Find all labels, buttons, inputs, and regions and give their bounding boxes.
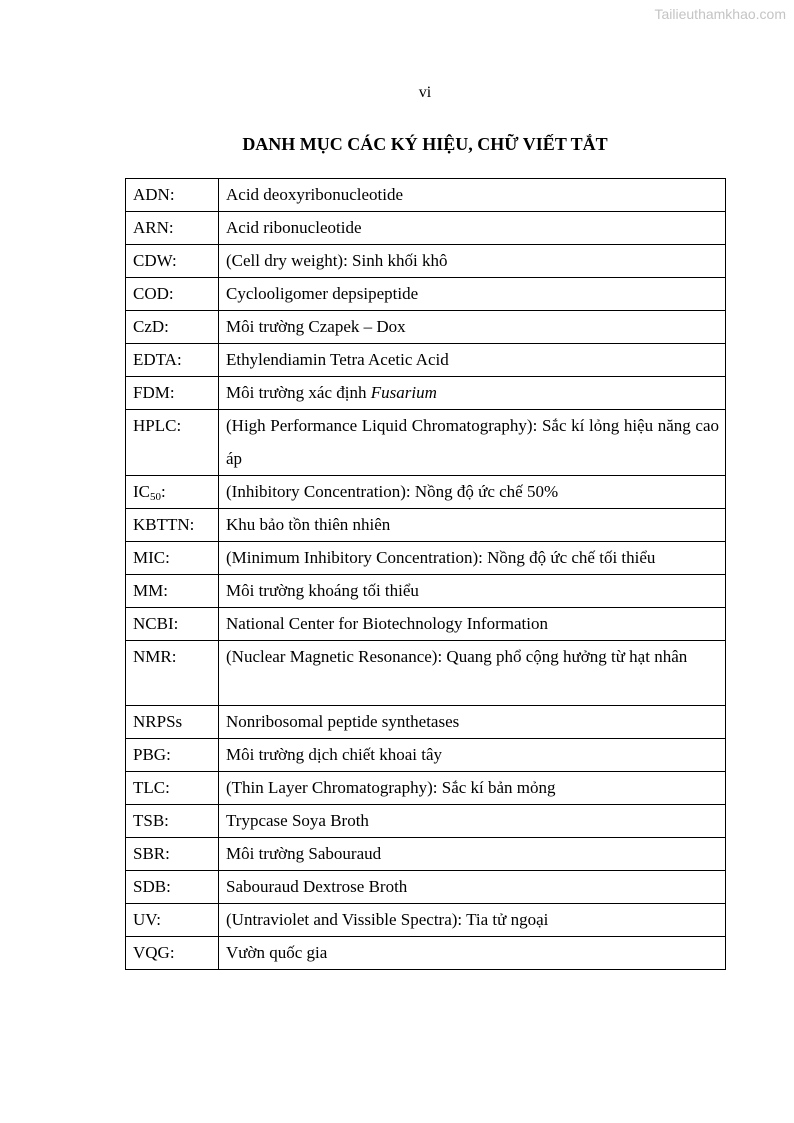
table-row <box>126 838 726 871</box>
table-row <box>126 542 726 575</box>
abbreviation-term: NMR: <box>126 641 219 706</box>
abbreviation-definition: Môi trường Sabouraud <box>219 838 726 871</box>
abbreviation-definition: Khu bảo tồn thiên nhiên <box>219 509 726 542</box>
table-row <box>126 772 726 805</box>
abbreviation-definition: Nonribosomal peptide synthetases <box>219 706 726 739</box>
abbreviation-term: SDB: <box>126 871 219 904</box>
term-base: IC <box>133 482 150 501</box>
table-row <box>126 212 726 245</box>
abbreviation-definition: Acid deoxyribonucleotide <box>219 179 726 212</box>
abbreviation-table <box>125 178 726 970</box>
abbreviation-term: TSB: <box>126 805 219 838</box>
abbreviation-definition: Môi trường khoáng tối thiểu <box>219 575 726 608</box>
table-row <box>126 904 726 937</box>
page-number: vi <box>418 84 432 101</box>
abbreviation-term: NRPSs <box>126 706 219 739</box>
abbreviation-term: NCBI: <box>126 608 219 641</box>
abbreviation-definition: Môi trường dịch chiết khoai tây <box>219 739 726 772</box>
term-suffix: : <box>161 482 166 501</box>
table-row <box>126 937 726 970</box>
abbreviation-term: MM: <box>126 575 219 608</box>
abbreviation-definition: Sabouraud Dextrose Broth <box>219 871 726 904</box>
abbreviation-definition: Môi trường Czapek – Dox <box>219 311 726 344</box>
abbreviation-term: UV: <box>126 904 219 937</box>
table-row <box>126 575 726 608</box>
abbreviation-term: CDW: <box>126 245 219 278</box>
abbreviation-term: KBTTN: <box>126 509 219 542</box>
abbreviation-term <box>126 476 219 509</box>
abbreviation-definition: Acid ribonucleotide <box>219 212 726 245</box>
abbreviation-term: HPLC: <box>126 410 219 476</box>
abbreviation-definition: Ethylendiamin Tetra Acetic Acid <box>219 344 726 377</box>
table-row <box>126 410 726 476</box>
abbreviation-definition: (Nuclear Magnetic Resonance): Quang phổ cộng hưởng từ hạt nhân <box>219 641 726 706</box>
abbreviation-definition: Cyclooligomer depsipeptide <box>219 278 726 311</box>
abbreviation-definition: (Minimum Inhibitory Concentration): Nồng độ ức chế tối thiểu <box>219 542 726 575</box>
abbreviation-term: EDTA: <box>126 344 219 377</box>
abbreviation-definition: (Thin Layer Chromatography): Sắc kí bản mỏng <box>219 772 726 805</box>
table-row <box>126 805 726 838</box>
abbreviation-definition <box>219 377 726 410</box>
abbreviation-term: CzD: <box>126 311 219 344</box>
abbreviation-term: MIC: <box>126 542 219 575</box>
table-row <box>126 278 726 311</box>
table-row <box>126 509 726 542</box>
table-row <box>126 641 726 706</box>
abbreviation-term: FDM: <box>126 377 219 410</box>
definition-text: Môi trường xác định <box>226 383 371 402</box>
abbreviation-definition: Vườn quốc gia <box>219 937 726 970</box>
page-title: DANH MỤC CÁC KÝ HIỆU, CHỮ VIẾT TẮT <box>242 134 608 154</box>
abbreviation-definition: (Inhibitory Concentration): Nồng độ ức chế 50% <box>219 476 726 509</box>
abbreviation-term: VQG: <box>126 937 219 970</box>
table-row <box>126 311 726 344</box>
table-row <box>126 871 726 904</box>
table-row <box>126 476 726 509</box>
definition-italic-text: Fusarium <box>370 383 437 402</box>
abbreviation-definition: (Untraviolet and Vissible Spectra): Tia tử ngoại <box>219 904 726 937</box>
table-row <box>126 377 726 410</box>
abbreviation-term: ARN: <box>126 212 219 245</box>
abbreviation-term: COD: <box>126 278 219 311</box>
abbreviation-term: SBR: <box>126 838 219 871</box>
abbreviation-term: ADN: <box>126 179 219 212</box>
table-row <box>126 739 726 772</box>
table-row <box>126 706 726 739</box>
table-row <box>126 608 726 641</box>
table-row <box>126 245 726 278</box>
abbreviation-definition: (High Performance Liquid Chromatography): Sắc kí lỏng hiệu năng cao áp <box>219 410 726 476</box>
abbreviation-definition: (Cell dry weight): Sinh khối khô <box>219 245 726 278</box>
table-row <box>126 179 726 212</box>
watermark: Tailieuthamkhao.com <box>654 6 786 22</box>
abbreviation-definition: Trypcase Soya Broth <box>219 805 726 838</box>
term-subscript: 50 <box>150 491 161 503</box>
abbreviation-term: PBG: <box>126 739 219 772</box>
abbreviation-definition: National Center for Biotechnology Information <box>219 608 726 641</box>
table-row <box>126 344 726 377</box>
abbreviation-term: TLC: <box>126 772 219 805</box>
